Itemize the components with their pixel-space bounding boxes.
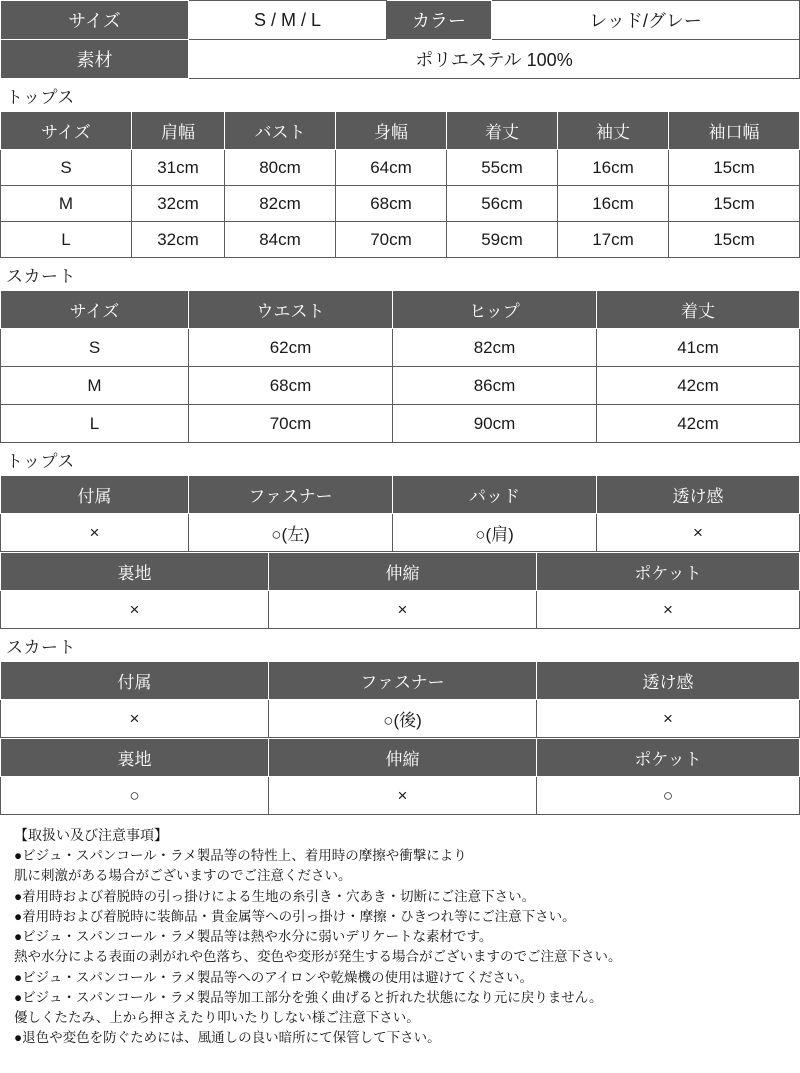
col-header: バスト — [225, 112, 336, 150]
cell: 42cm — [597, 367, 800, 405]
col-header: ヒップ — [393, 291, 597, 329]
cell: ○ — [537, 777, 800, 815]
skirt-size-table — [0, 290, 800, 443]
tops-attribute-table-2 — [0, 552, 800, 629]
cell: 56cm — [447, 186, 558, 222]
notes-line: ●ビジュ・スパンコール・ラメ製品等へのアイロンや乾燥機の使用は避けてください。 — [14, 969, 533, 985]
cell: ○(肩) — [393, 514, 597, 552]
spec-label-material: 素材 — [1, 40, 189, 79]
col-header: ポケット — [537, 553, 800, 591]
table-header-row — [1, 553, 800, 591]
cell: × — [269, 591, 537, 629]
cell: 80cm — [225, 150, 336, 186]
cell: 17cm — [558, 222, 669, 258]
cell: 70cm — [189, 405, 393, 443]
cell: ○(左) — [189, 514, 393, 552]
col-header: 着丈 — [597, 291, 800, 329]
cell: 15cm — [669, 186, 800, 222]
table-header-row — [1, 476, 800, 514]
cell: × — [1, 514, 189, 552]
spec-label-size: サイズ — [1, 1, 189, 40]
cell: 90cm — [393, 405, 597, 443]
col-header: ウエスト — [189, 291, 393, 329]
tops-size-table — [0, 111, 800, 258]
cell: × — [537, 591, 800, 629]
table-row — [1, 150, 800, 186]
table-row — [1, 222, 800, 258]
tops-attribute-table — [0, 475, 800, 552]
cell: 41cm — [597, 329, 800, 367]
notes-line: ●着用時および着脱時の引っ掛けによる生地の糸引き・穴あき・切断にご注意下さい。 — [14, 888, 536, 904]
cell: 82cm — [225, 186, 336, 222]
notes-line: ●着用時および着脱時に装飾品・貴金属等への引っ掛け・摩擦・ひきつれ等にご注意下さい。 — [14, 908, 576, 924]
skirt-attribute-table — [0, 661, 800, 738]
table-row — [1, 40, 800, 79]
table-row — [1, 1, 800, 40]
cell: 32cm — [132, 222, 225, 258]
cell: × — [269, 777, 537, 815]
section-label-skirt-size: スカート — [6, 267, 76, 286]
col-header: ファスナー — [269, 662, 537, 700]
table-row — [1, 329, 800, 367]
section-label-tops-size: トップス — [6, 88, 75, 107]
cell: × — [537, 700, 800, 738]
cell: M — [1, 367, 189, 405]
col-header: ファスナー — [189, 476, 393, 514]
cell: S — [1, 150, 132, 186]
table-row — [1, 367, 800, 405]
col-header: 袖口幅 — [669, 112, 800, 150]
section-label-skirt-attr: スカート — [6, 638, 76, 657]
col-header: 伸縮 — [269, 739, 537, 777]
cell: 82cm — [393, 329, 597, 367]
cell: S — [1, 329, 189, 367]
table-row — [1, 405, 800, 443]
col-header: 身幅 — [336, 112, 447, 150]
col-header: 付属 — [1, 476, 189, 514]
cell: 16cm — [558, 150, 669, 186]
cell: ○(後) — [269, 700, 537, 738]
cell: 62cm — [189, 329, 393, 367]
skirt-attribute-table-2 — [0, 738, 800, 815]
notes-title: 【取扱い及び注意事項】 — [14, 827, 168, 843]
cell: 64cm — [336, 150, 447, 186]
col-header: パッド — [393, 476, 597, 514]
spec-table — [0, 0, 800, 79]
cell: 15cm — [669, 150, 800, 186]
cell: × — [1, 700, 269, 738]
col-header: 裏地 — [1, 553, 269, 591]
cell: 68cm — [189, 367, 393, 405]
col-header: 透け感 — [597, 476, 800, 514]
col-header: ポケット — [537, 739, 800, 777]
table-row — [1, 591, 800, 629]
col-header: 肩幅 — [132, 112, 225, 150]
col-header: 付属 — [1, 662, 269, 700]
cell: × — [597, 514, 800, 552]
section-label-tops-attr: トップス — [6, 452, 75, 471]
notes-line: ●ビジュ・スパンコール・ラメ製品等の特性上、着用時の摩擦や衝撃により — [14, 848, 467, 863]
spec-value-material: ポリエステル 100% — [189, 40, 800, 79]
cell: 70cm — [336, 222, 447, 258]
notes-line: ●ビジュ・スパンコール・ラメ製品等は熱や水分に弱いデリケートな素材です。 — [14, 929, 493, 944]
care-notes — [0, 815, 800, 1065]
cell: 59cm — [447, 222, 558, 258]
notes-line: 優しくたたみ、上から押さえたり叩いたりしない様ご注意下さい。 — [14, 1010, 420, 1025]
cell: × — [1, 591, 269, 629]
cell: 55cm — [447, 150, 558, 186]
col-header: サイズ — [1, 291, 189, 329]
table-header-row — [1, 662, 800, 700]
cell: 42cm — [597, 405, 800, 443]
table-row — [1, 777, 800, 815]
notes-line: 熱や水分による表面の剥がれや色落ち、変色や変形が発生する場合がございますのでご注意下さい。 — [14, 949, 622, 965]
spec-value-size: S / M / L — [189, 1, 387, 40]
notes-line: ●退色や変色を防ぐためには、風通しの良い暗所にて保管して下さい。 — [14, 1030, 441, 1046]
spec-value-color: レッド/グレー — [492, 1, 800, 40]
col-header: 着丈 — [447, 112, 558, 150]
col-header: 透け感 — [537, 662, 800, 700]
cell: 16cm — [558, 186, 669, 222]
notes-line: 肌に刺激がある場合がございますのでご注意ください。 — [14, 868, 352, 884]
cell: ○ — [1, 777, 269, 815]
cell: M — [1, 186, 132, 222]
cell: 15cm — [669, 222, 800, 258]
cell: 84cm — [225, 222, 336, 258]
cell: L — [1, 405, 189, 443]
table-row — [1, 514, 800, 552]
col-header: 伸縮 — [269, 553, 537, 591]
col-header: 袖丈 — [558, 112, 669, 150]
table-header-row — [1, 112, 800, 150]
spec-label-color: カラー — [387, 1, 492, 40]
cell: 31cm — [132, 150, 225, 186]
cell: 32cm — [132, 186, 225, 222]
table-row — [1, 700, 800, 738]
table-header-row — [1, 739, 800, 777]
table-header-row — [1, 291, 800, 329]
cell: 86cm — [393, 367, 597, 405]
cell: L — [1, 222, 132, 258]
col-header: 裏地 — [1, 739, 269, 777]
cell: 68cm — [336, 186, 447, 222]
notes-line: ●ビジュ・スパンコール・ラメ製品等加工部分を強く曲げると折れた状態になり元に戻りません。 — [14, 989, 603, 1005]
table-row — [1, 186, 800, 222]
col-header: サイズ — [1, 112, 132, 150]
